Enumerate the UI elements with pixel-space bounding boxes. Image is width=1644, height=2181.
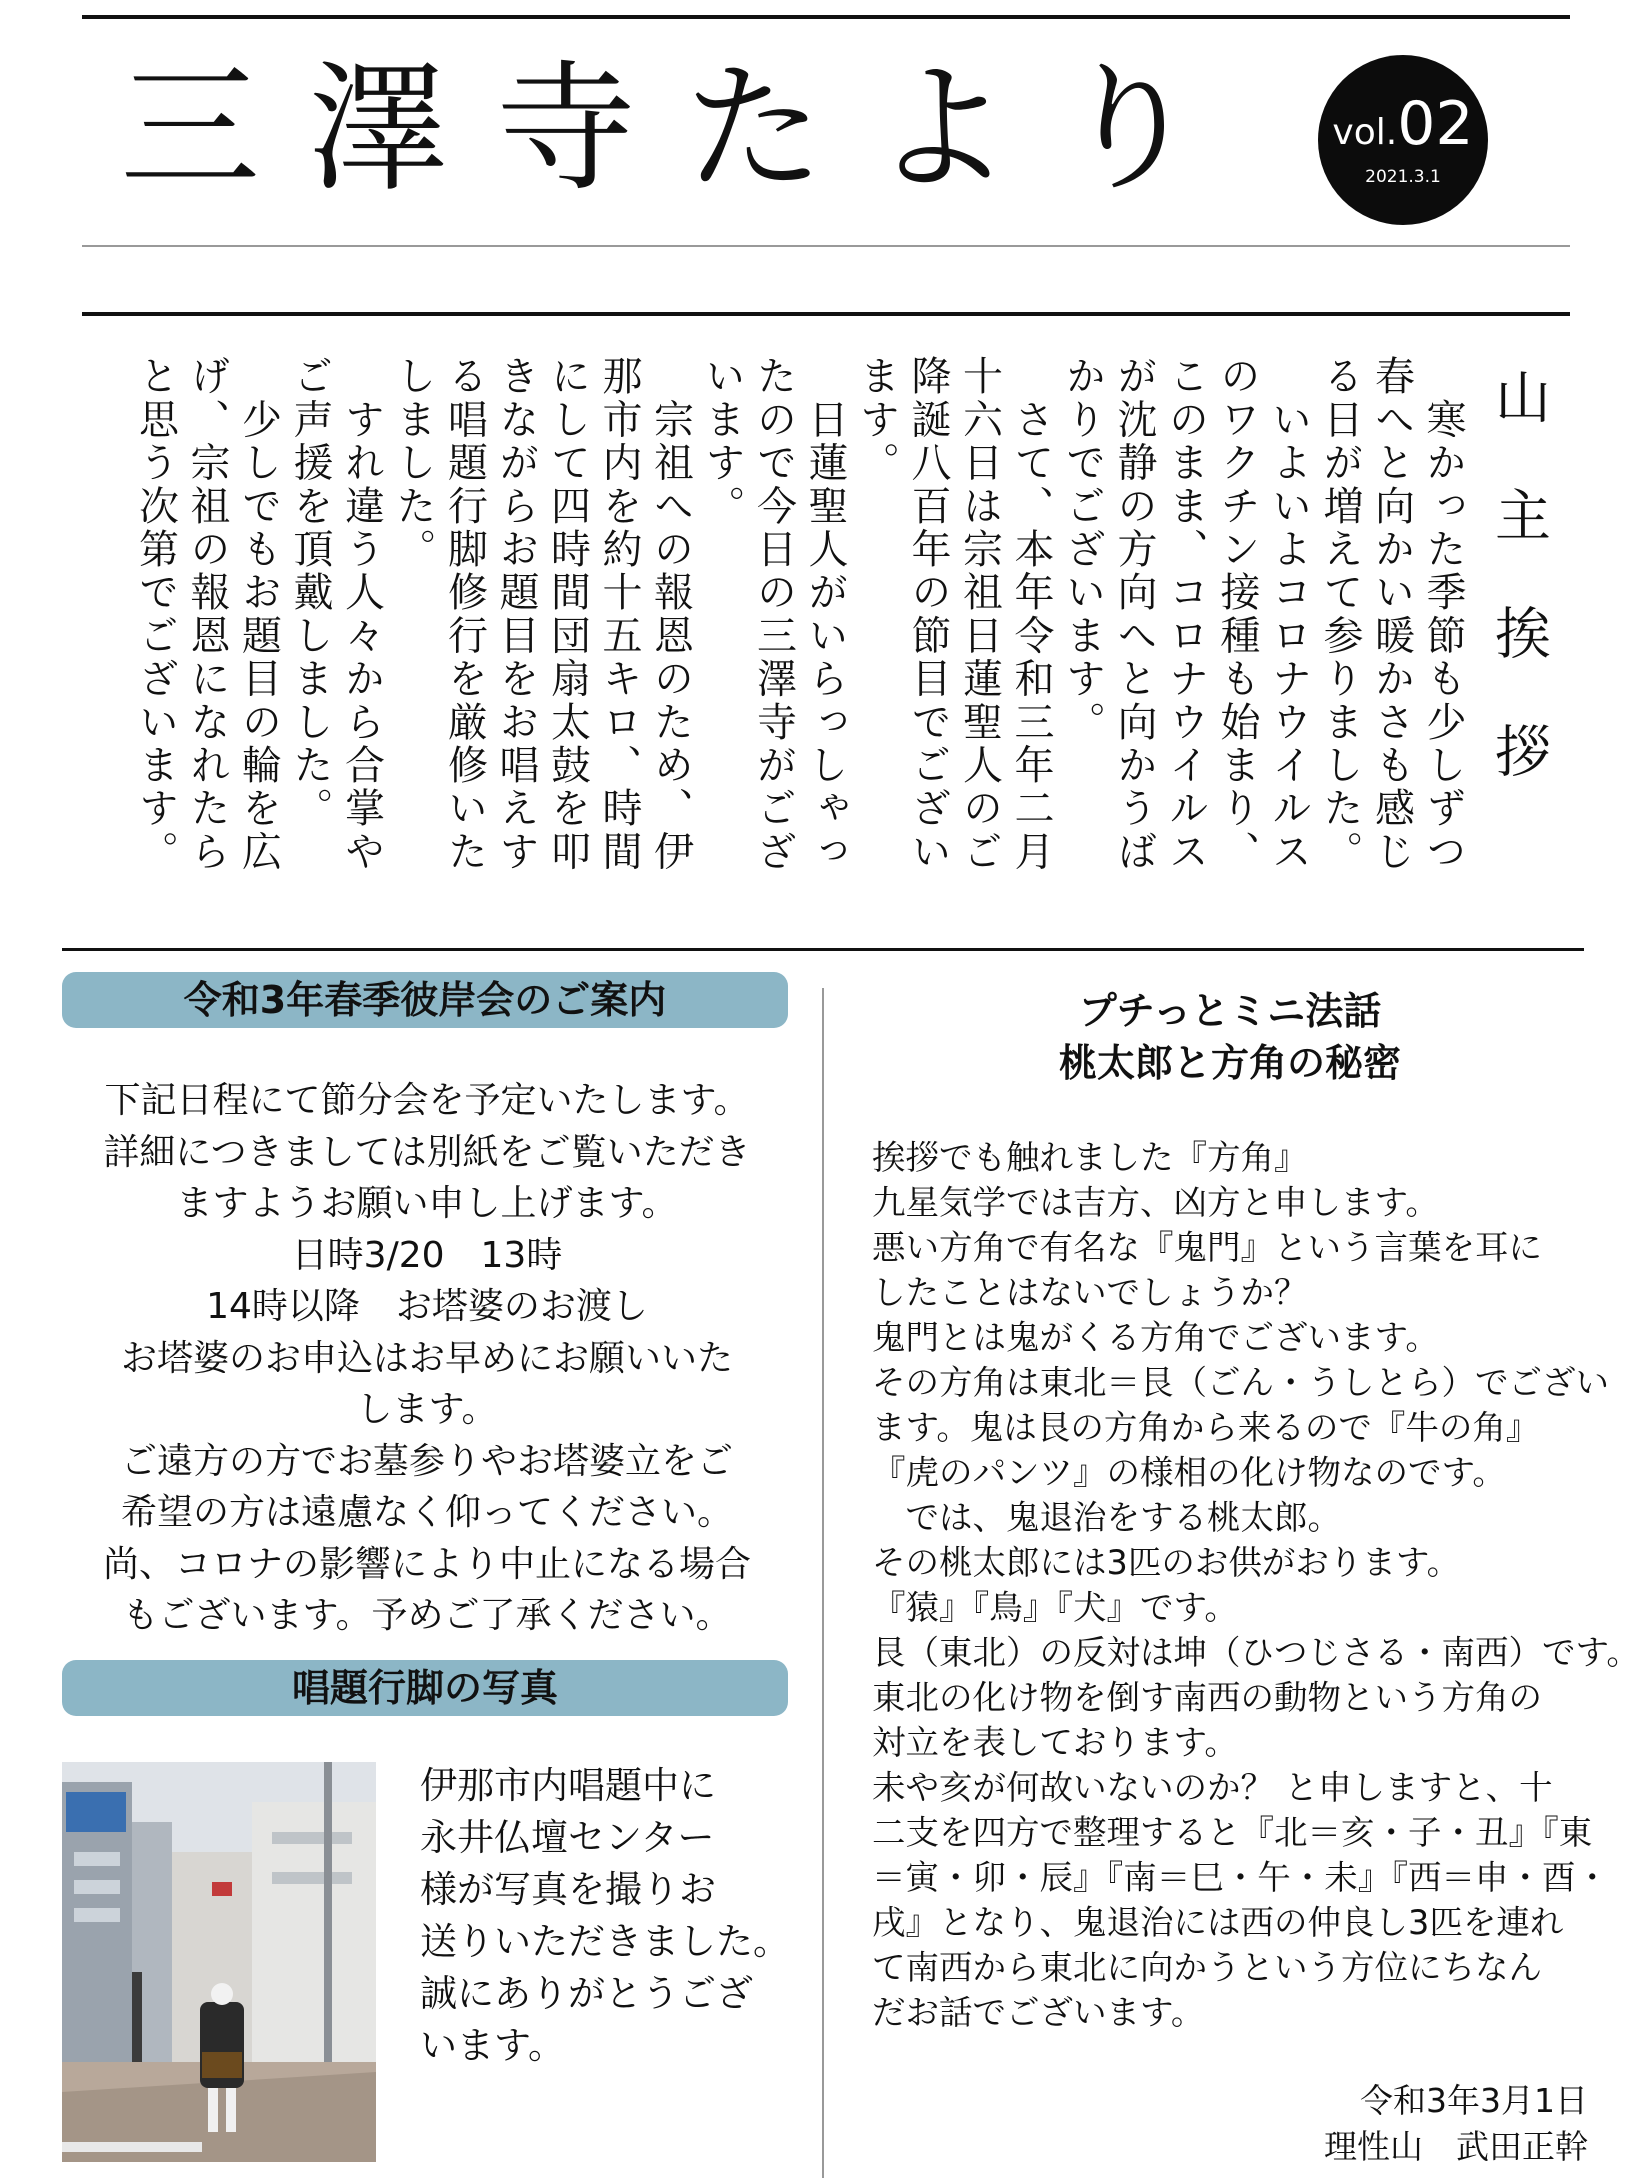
sermon-line: 『虎のパンツ』の様相の化け物なのです。 — [872, 1453, 1506, 1492]
higan-line: 尚、コロナの影響により中止になる場合 — [102, 1543, 751, 1585]
greeting-paragraph: すれ違う人々から合掌やご声援を頂戴しました。 — [287, 355, 385, 874]
greeting-title: 山主挨拶 — [1486, 368, 1551, 840]
sermon-line: ます。鬼は艮の方角から来るので『牛の角』 — [872, 1408, 1540, 1447]
sermon-line: 二支を四方で整理すると『北＝亥・子・丑』『東 — [872, 1813, 1593, 1852]
greeting-paragraph: 日蓮聖人がいらっしゃったので今日の三澤寺がございます。 — [699, 355, 848, 874]
higan-line: 日時3/20 13時 — [291, 1234, 563, 1276]
newsletter-title: 三澤寺たより — [120, 48, 1249, 211]
mini-sermon-body — [872, 1135, 1642, 2035]
caption-line: 誠にありがとうござ — [420, 1972, 753, 2015]
photo-section-heading: 唱題行脚の写真 — [62, 1660, 788, 1716]
greeting-paragraph: 少しでもお題目の輪を広げ、宗祖の報恩になれたらと思う次第でございます。 — [132, 355, 282, 874]
higan-notice-body — [62, 1075, 792, 1642]
sermon-line: 戌』となり、鬼退治には西の仲良し3匹を連れ — [872, 1903, 1564, 1942]
greeting-paragraph: 宗祖への報恩のため、伊那市内を約十五キロ、時間にして四時間団扇太鼓を叩きながらお題目をお唱えする唱題行脚修行を厳修いたしました。 — [390, 355, 694, 874]
street-scene-image — [62, 1762, 376, 2162]
volume-badge — [1318, 55, 1488, 225]
signature-name: 理性山 武田正幹 — [1324, 2127, 1588, 2166]
sermon-line: 東北の化け物を倒す南西の動物という方角の — [872, 1678, 1542, 1717]
sermon-line: 九星気学では吉方、凶方と申します。 — [872, 1183, 1439, 1222]
greeting-body — [128, 355, 1468, 885]
mini-sermon-title-line1: プチっとミニ法話 — [1078, 989, 1382, 1033]
sermon-line: ＝寅・卯・辰』『南＝巳・午・未』『西＝申・酉・ — [872, 1858, 1609, 1897]
caption-line: 伊那市内唱題中に — [420, 1764, 716, 1807]
mini-sermon-title — [830, 985, 1630, 1089]
top-rule — [82, 15, 1570, 19]
caption-line: 永井仏壇センター — [420, 1816, 715, 1859]
sermon-line: したことはないでしょうか？ — [872, 1273, 1308, 1312]
sermon-line: 未や亥が何故いないのか？ と申しますと、十 — [872, 1768, 1553, 1807]
sermon-line: だお話でございます。 — [872, 1993, 1205, 2032]
issue-date: 2021.3.1 — [1365, 167, 1441, 187]
greeting-paragraph: さて、本年令和三年二月十六日は宗祖日蓮聖人のご降誕八百年の節目でございます。 — [853, 355, 1054, 874]
greeting-paragraph: 寒かった季節も少しずつ春へと向かい暖かさも感じる日が増えて参りました。 — [1317, 355, 1466, 874]
greeting-paragraph: いよいよコロナウイルスのワクチン接種も始まり、このまま、コロナウイルスが沈静の方向へと向かうばかりでございます。 — [1059, 355, 1312, 874]
signature-date: 令和3年3月1日 — [1360, 2081, 1588, 2120]
higan-line: します。 — [356, 1389, 498, 1430]
photo-caption — [420, 1760, 810, 2072]
higan-heading: 令和3年春季彼岸会のご案内 — [62, 972, 788, 1028]
sermon-line: 対立を表しております。 — [872, 1723, 1238, 1762]
sermon-line: その桃太郎には3匹のお供がおります。 — [872, 1543, 1461, 1582]
pilgrimage-photo — [62, 1762, 376, 2162]
sermon-line: て南西から東北に向かうという方位にちなん — [872, 1948, 1542, 1987]
sermon-line: その方角は東北＝艮（ごん・うしとら）でござい — [872, 1363, 1609, 1402]
higan-line: ますようお願い申し上げます。 — [176, 1183, 678, 1224]
sermon-line: 挨拶でも触れました『方角』 — [872, 1138, 1308, 1177]
higan-line: お塔婆のお申込はお早めにお願いいた — [120, 1337, 733, 1379]
higan-line: 希望の方は遠慮なく仰ってください。 — [120, 1492, 733, 1533]
sermon-line: 悪い方角で有名な『鬼門』という言葉を耳に — [872, 1228, 1542, 1267]
column-divider — [822, 988, 824, 2178]
caption-line: います。 — [420, 2024, 566, 2067]
higan-line: 詳細につきましては別紙をご覧いただき — [103, 1131, 751, 1173]
higan-line: 下記日程にて節分会を予定いたします。 — [104, 1080, 750, 1121]
higan-line: 14時以降 お塔婆のお渡し — [206, 1286, 648, 1327]
sermon-line: 艮（東北）の反対は坤（ひつじさる・南西）です。 — [872, 1633, 1640, 1672]
caption-line: 送りいただきました。 — [420, 1920, 790, 1963]
sermon-line: 『猿』『鳥』『犬』です。 — [872, 1588, 1238, 1627]
sermon-line: 鬼門とは鬼がくる方角でございます。 — [872, 1318, 1439, 1357]
higan-line: もございます。予めご了承ください。 — [122, 1595, 732, 1636]
signature — [1200, 2078, 1588, 2170]
caption-line: 様が写真を撮りお — [420, 1868, 716, 1911]
mini-sermon-title-line2: 桃太郎と方角の秘密 — [1058, 1041, 1401, 1085]
sermon-line: では、鬼退治をする桃太郎。 — [872, 1498, 1341, 1537]
volume-number: vol.02 — [1332, 89, 1474, 159]
greeting-top-rule — [82, 312, 1570, 316]
higan-line: ご遠方の方でお墓参りやお塔婆立をご — [120, 1440, 733, 1482]
masthead-rule — [82, 245, 1570, 247]
section-rule — [62, 948, 1584, 951]
